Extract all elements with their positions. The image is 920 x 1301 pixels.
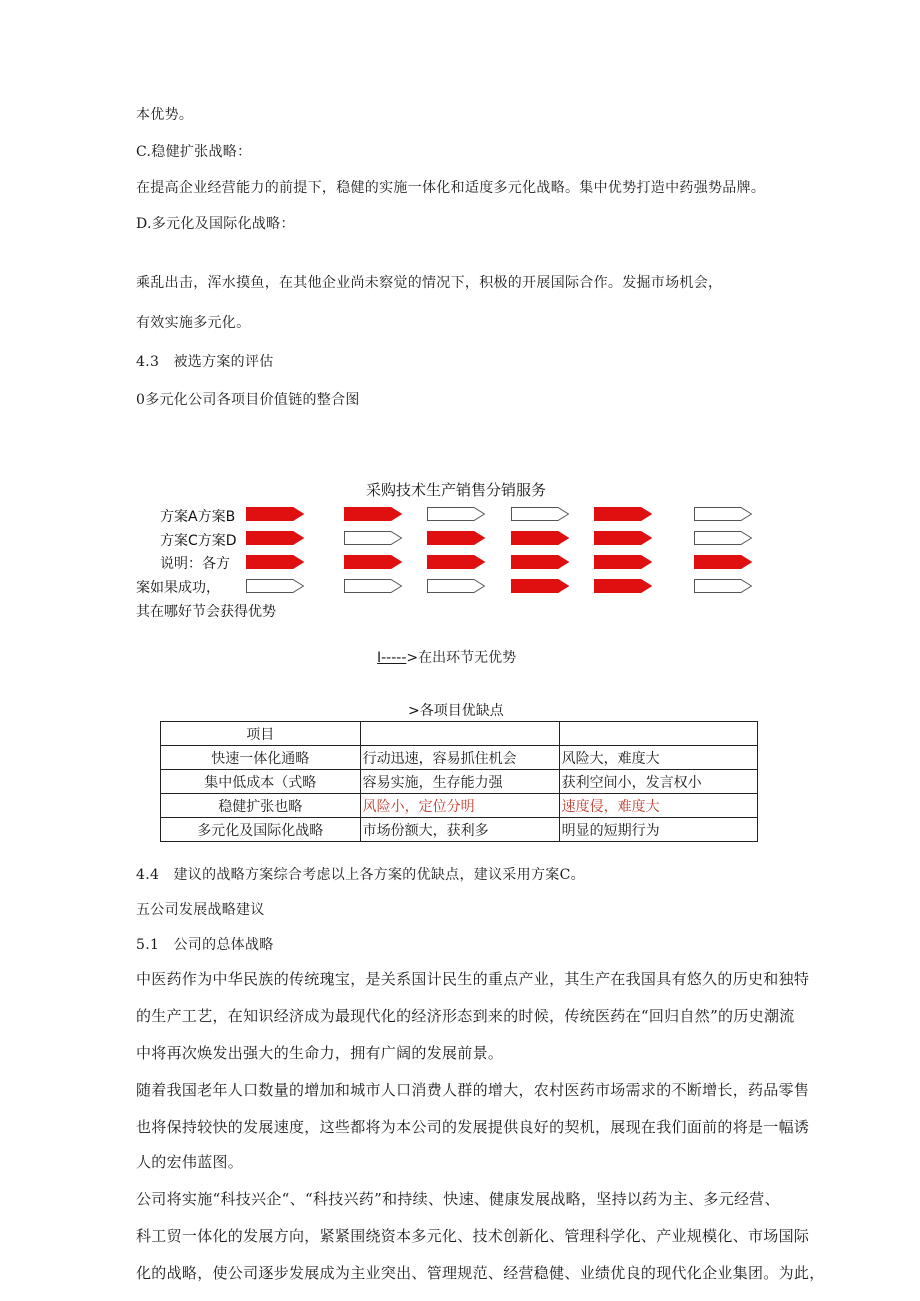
- paragraph-text: 公司将实施“科技兴企“、“科技兴药”和持续、快速、健康发展战略，坚持以药为主、多元经营、: [136, 1190, 780, 1208]
- table-row: [161, 746, 758, 770]
- paragraph-text: 有效实施多元化。: [136, 315, 251, 331]
- strategy-con: 风险大，难度大: [559, 746, 757, 770]
- strategy-con: 速度侵，难度大: [559, 794, 757, 818]
- diagram-row-label: 案如果成功，: [136, 580, 220, 596]
- strategy-name: 快速一体化通略: [161, 746, 361, 770]
- chevron-arrow-advantage: [344, 555, 402, 569]
- chevron-arrow-empty: [511, 507, 569, 521]
- strategy-name: 集中低成本（式略: [161, 770, 361, 794]
- strategy-con: 明显的短期行为: [559, 818, 757, 842]
- pros-cons-table: [160, 721, 758, 842]
- chevron-arrow-empty: [246, 579, 304, 593]
- chevron-arrow-advantage: [594, 531, 652, 545]
- table-header-cell: [559, 722, 757, 746]
- diagram-row-label: 方案C方案D: [160, 533, 237, 549]
- table-header-cell: 项目: [161, 722, 361, 746]
- chevron-arrow-advantage: [427, 555, 485, 569]
- table-row: [161, 770, 758, 794]
- chevron-arrow-advantage: [511, 531, 569, 545]
- paragraph-text: 在提高企业经营能力的前提下，稳健的实施一体化和适度多元化战略。集中优势打造中药强势品牌。: [136, 180, 766, 196]
- strategy-name: 稳健扩张也略: [161, 794, 361, 818]
- table-caption: >各项目优缺点: [408, 703, 504, 719]
- diagram-header: 采购技术生产销售分销服务: [366, 481, 547, 499]
- paragraph-text: 随着我国老年人口数量的增加和城市人口消费人群的增大，农村医药市场需求的不断增长，药品零售: [136, 1081, 810, 1099]
- diagram-legend: [377, 647, 516, 667]
- chevron-arrow-empty: [694, 579, 752, 593]
- strategy-pro: 行动迅速，容易抓住机会: [360, 746, 559, 770]
- diagram-row-label: 说明：各方: [160, 556, 230, 572]
- strategy-con: 获利空间小，发言权小: [559, 770, 757, 794]
- chevron-arrow-empty: [694, 531, 752, 545]
- paragraph-text: 本优势。: [136, 107, 194, 123]
- chevron-arrow-advantage: [594, 579, 652, 593]
- table-row: [161, 794, 758, 818]
- figure-title: 0多元化公司各项目价值链的整合图: [136, 392, 360, 408]
- chevron-arrow-advantage: [246, 507, 304, 521]
- chevron-arrow-advantage: [511, 579, 569, 593]
- chevron-arrow-empty: [427, 507, 485, 521]
- chevron-arrow-empty: [344, 579, 402, 593]
- diagram-row-label: 方案A方案B: [160, 509, 236, 525]
- paragraph-text: 中医药作为中华民族的传统瑰宝，是关系国计民生的重点产业，其生产在我国具有悠久的历史和独特: [136, 970, 810, 988]
- paragraph-text: 也将保持较快的发展速度，这些都将为本公司的发展提供良好的契机，展现在我们面前的将是一幅诱: [136, 1118, 810, 1136]
- section-heading-d: D.多元化及国际化战略：: [136, 216, 295, 232]
- chevron-arrow-empty: [427, 579, 485, 593]
- legend-mark: I-----: [377, 650, 407, 666]
- paragraph-text: 的生产工艺，在知识经济成为最现代化的经济形态到来的时候，传统医药在“回归自然”的历史潮流: [136, 1007, 795, 1025]
- section-heading-4-4: 4.4 建议的战略方案综合考虑以上各方案的优缺点，建议采用方案C。: [136, 867, 585, 883]
- table-header-row: [161, 722, 758, 746]
- paragraph-text: 科工贸一体化的发展方向，紧紧围绕资本多元化、技术创新化、管理科学化、产业规模化、市场国际: [136, 1227, 810, 1245]
- section-heading-4-3: 4.3 被选方案的评估: [136, 354, 274, 370]
- table-header-cell: [360, 722, 559, 746]
- strategy-pro: 风险小，定位分明: [360, 794, 559, 818]
- strategy-name: 多元化及国际化战略: [161, 818, 361, 842]
- chevron-arrow-advantage: [427, 531, 485, 545]
- chevron-arrow-advantage: [594, 507, 652, 521]
- paragraph-text: 中将再次焕发出强大的生命力，拥有广阔的发展前景。: [136, 1044, 504, 1062]
- legend-text: >在出环节无优势: [406, 650, 517, 666]
- paragraph-text: 乘乱出击，浑水摸鱼，在其他企业尚未察觉的情况下，积极的开展国际合作。发掘市场机会，: [136, 275, 723, 291]
- chapter-heading: 五公司发展战略建议: [136, 902, 265, 918]
- diagram-row-label: 其在哪好节会获得优势: [136, 604, 276, 620]
- strategy-pro: 容易实施，生存能力强: [360, 770, 559, 794]
- chevron-arrow-advantage: [694, 555, 752, 569]
- strategy-pro: 市场份额大，获利多: [360, 818, 559, 842]
- chevron-arrow-advantage: [246, 531, 304, 545]
- chevron-arrow-empty: [344, 531, 402, 545]
- paragraph-text: 化的战略，使公司逐步发展成为主业突出、管理规范、经营稳健、业绩优良的现代化企业集团。为此，: [136, 1264, 825, 1282]
- chevron-arrow-advantage: [511, 555, 569, 569]
- table-row: [161, 818, 758, 842]
- section-heading-5-1: 5.1 公司的总体战略: [136, 937, 274, 953]
- chevron-arrow-empty: [694, 507, 752, 521]
- chevron-arrow-advantage: [246, 555, 304, 569]
- chevron-arrow-advantage: [594, 555, 652, 569]
- paragraph-text: 人的宏伟蓝图。: [136, 1153, 244, 1171]
- section-heading-c: C.稳健扩张战略：: [136, 144, 252, 160]
- chevron-arrow-advantage: [344, 507, 402, 521]
